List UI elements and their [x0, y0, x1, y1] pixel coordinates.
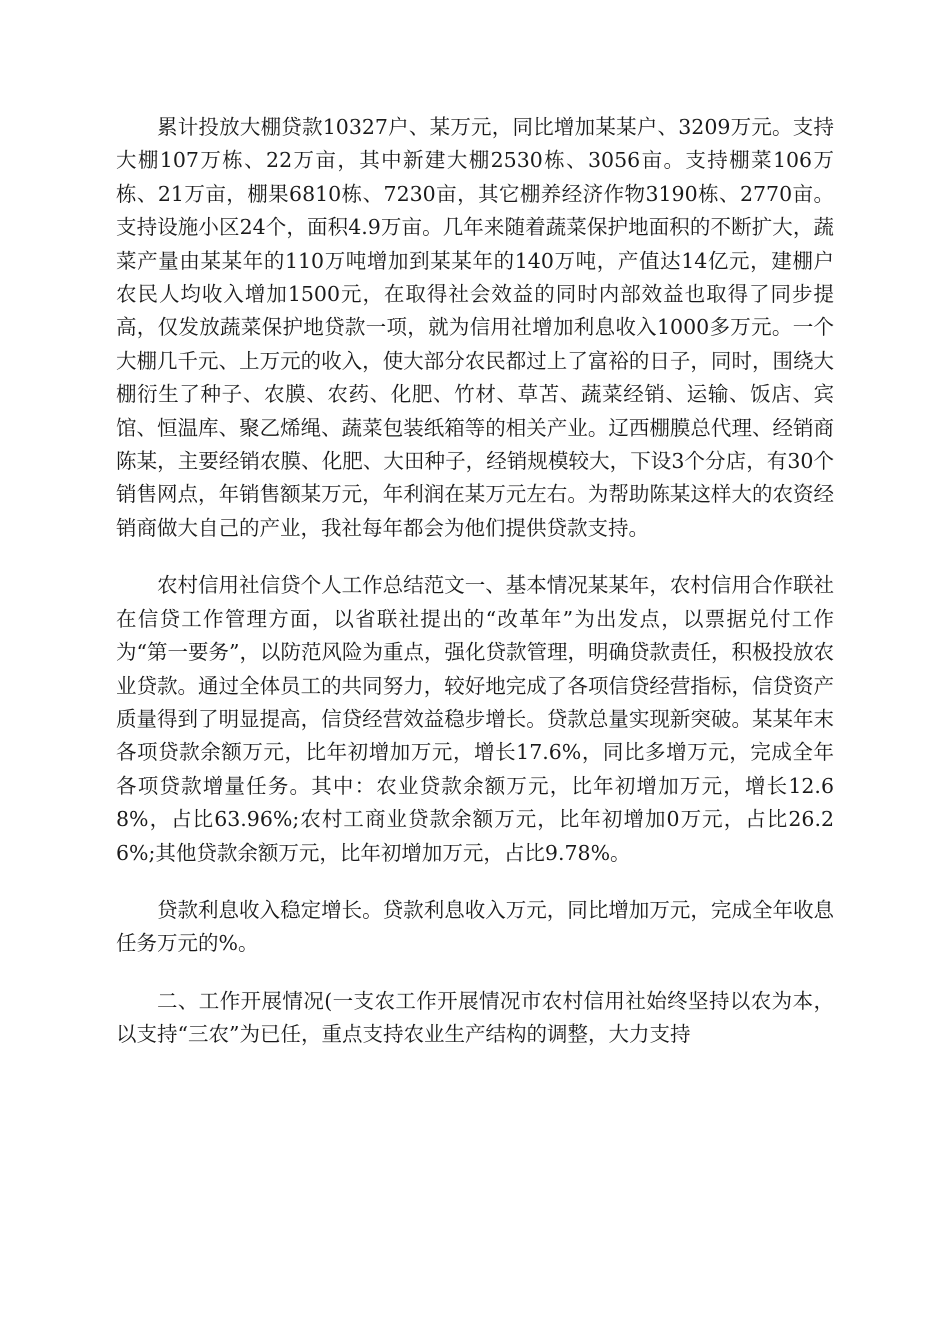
document-body — [116, 111, 834, 1076]
paragraph-interest-income: 贷款利息收入稳定增长。贷款利息收入万元，同比增加万元，完成全年收息任务万元的%。 — [116, 897, 834, 956]
paragraph-work-progress: 二、工作开展情况(一支农工作开展情况市农村信用社始终坚持以农为本，以支持“三农”为已任，重点支持农业生产结构的调整，大力支持 — [116, 988, 834, 1047]
paragraph-credit-summary: 农村信用社信贷个人工作总结范文一、基本情况某某年，农村信用合作联社在信贷工作管理方面，以省联社提出的“改革年”为出发点，以票据兑付工作为“第一要务”，以防范风险为重点，强化贷款管理，明确贷款责任，积极投放农业贷款。通过全体员工的共同努力，较好地完成了各项信贷经营指标，信贷资产质量得到了明显提高，信贷经营效益稳步增长。贷款总量实现新突破。某某年末各项贷款余额万元，比年初增加万元，增长17.6%，同比多增万元，完成全年各项贷款增量任务。其中：农业贷款余额万元，比年初增加万元，增长12.68%，占比63.96%;农村工商业贷款余额万元，比年初增加0万元，占比26.26%;其他贷款余额万元，比年初增加万元，占比9.78%。 — [116, 573, 834, 865]
paragraph-greenhouse-loans: 累计投放大棚贷款10327户、某万元，同比增加某某户、3209万元。支持大棚107万栋、22万亩，其中新建大棚2530栋、3056亩。支持棚菜106万栋、21万亩，棚果6810栋、7230亩，其它棚养经济作物3190栋、2770亩。支持设施小区24个，面积4.9万亩。几年来随着蔬菜保护地面积的不断扩大，蔬菜产量由某某年的110万吨增加到某某年的140万吨，产值达14亿元，建棚户农民人均收入增加1500元，在取得社会效益的同时内部效益也取得了同步提高，仅发放蔬菜保护地贷款一项，就为信用社增加利息收入1000多万元。一个大棚几千元、上万元的收入，使大部分农民都过上了富裕的日子，同时，围绕大棚衍生了种子、农膜、农药、化肥、竹材、草苫、蔬菜经销、运输、饭店、宾馆、恒温库、聚乙烯绳、蔬菜包装纸箱等的相关产业。辽西棚膜总代理、经销商陈某，主要经销农膜、化肥、大田种子，经销规模较大，下设3个分店，有30个销售网点，年销售额某万元，年利润在某万元左右。为帮助陈某这样大的农资经销商做大自己的产业，我社每年都会为他们提供贷款支持。 — [116, 115, 834, 540]
